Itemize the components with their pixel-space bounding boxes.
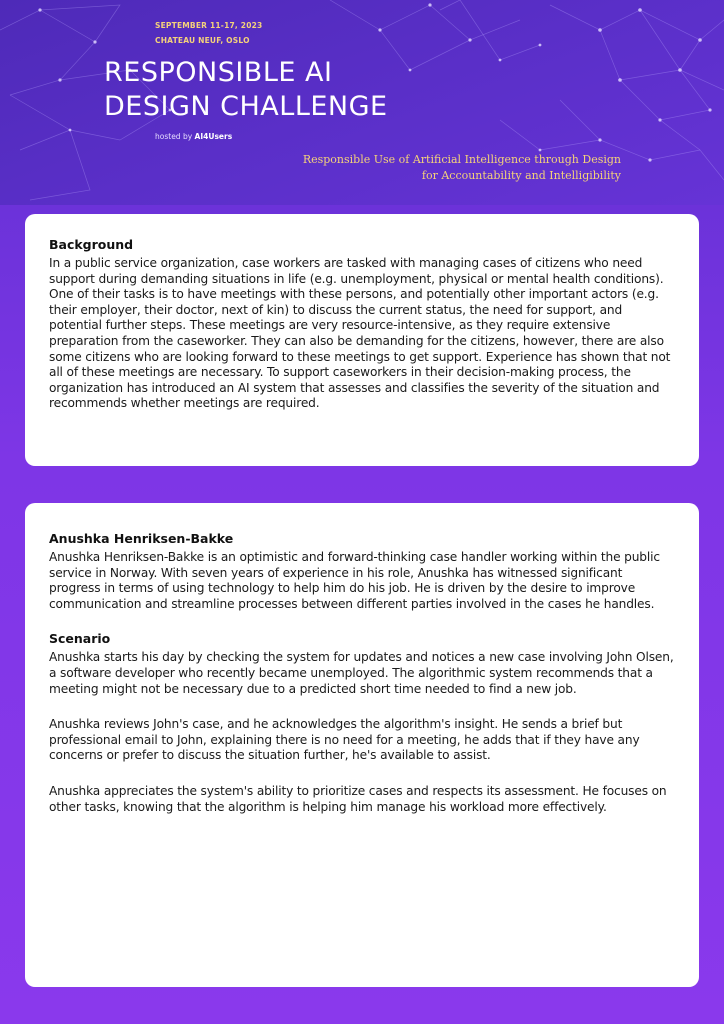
hosted-by	[155, 132, 232, 141]
event-date: SEPTEMBER 11-17, 2023	[155, 21, 263, 30]
tagline	[303, 152, 621, 184]
page-title-line-1: RESPONSIBLE AI	[104, 57, 333, 88]
event-venue: CHATEAU NEUF, OSLO	[155, 36, 250, 45]
header-banner	[0, 0, 724, 205]
background-card	[25, 214, 699, 466]
persona-card	[25, 503, 699, 987]
scenario-paragraph-1: Anushka starts his day by checking the system for updates and notices a new case involving John Olsen, a software developer who recently became unemployed. The algorithmic system recommends that a meeting might not be necessary due to a predicted short time needed to find a new job.	[49, 650, 674, 696]
persona-body: Anushka Henriksen-Bakke is an optimistic and forward-thinking case handler working within the public service in Norway. With seven years of experience in his role, Anushka has witnessed significant progress in terms of using technology to help him do his job. He is driven by the desire to improve communication and streamline processes between different parties involved in the cases he handles.	[49, 550, 660, 611]
tagline-line-1: Responsible Use of Artificial Intelligence through Design	[302, 153, 621, 166]
tagline-line-2: for Accountability and Intelligibility	[421, 169, 621, 182]
hosted-org: AI4Users	[194, 132, 233, 141]
background-body: In a public service organization, case workers are tasked with managing cases of citizens who need support during demanding situations in life (e.g. unemployment, physical or mental health conditions). One of their tasks is to have meetings with these persons, and potentially other important actors (e.g. their employer, their doctor, next of kin) to discuss the current status, the need for support, and potential further steps. These meetings are very resource-intensive, as they require extensive preparation from the caseworker. They can also be demanding for the citizens, however, there are also some citizens who are looking forward to these meetings to get support. Experience has shown that not all of these meetings are necessary. To support caseworkers in their decision-making process, the organization has introduced an AI system that assesses and classifies the severity of the situation and recommends whether meetings are required.	[49, 256, 671, 411]
scenario-paragraph-2: Anushka reviews John's case, and he acknowledges the algorithm's insight. He sends a brief but professional email to John, explaining there is no need for a meeting, he adds that if they have any concerns or prefer to discuss the situation further, he's available to assist.	[49, 717, 640, 763]
background-heading: Background	[49, 237, 134, 252]
page-title-line-2: DESIGN CHALLENGE	[104, 91, 388, 122]
hosted-prefix: hosted by	[155, 132, 195, 141]
scenario-heading: Scenario	[49, 631, 111, 647]
scenario-paragraph-3: Anushka appreciates the system's ability to prioritize cases and respects its assessment. He focuses on other tasks, knowing that the algorithm is helping him manage his workload more effectively.	[49, 783, 667, 814]
persona-heading: Anushka Henriksen-Bakke	[49, 531, 234, 546]
